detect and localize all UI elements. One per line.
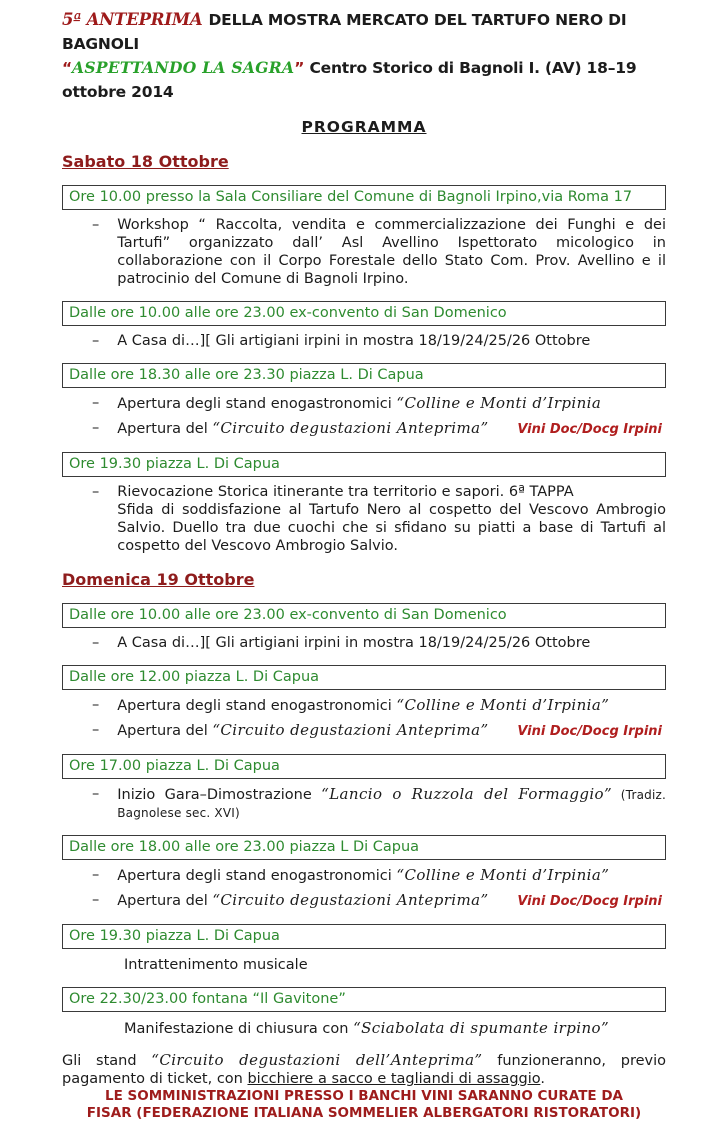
main-title [62,8,666,56]
event-item-text: Workshop “ Raccolta, vendita e commercializzazione dei Funghi e dei Tartufi” organizzato dall’ Asl Avellino Ispettorato micologico in collaborazione con il Corpo Forestale dello Stato Com. Prov. Avellino e il patrocinio del Comune di Bagnoli Irpino. [117,217,666,287]
closing-script: “Circuito degustazioni dell’Anteprima” [151,1051,483,1069]
main-title-text: DELLA MOSTRA MERCATO DEL TARTUFO NERO DI BAGNOLI [62,11,627,53]
item-script-text: “Colline e Monti d’Irpinia” [396,866,610,884]
item-script-text: “Colline e Monti d’Irpinia” [396,696,610,714]
item-left [117,419,488,438]
time-box: Ore 22.30/23.00 fontana “Il Gavitone” [62,987,666,1012]
subtitle-slogan: ASPETTANDO LA SAGRA [72,58,295,77]
event-item-gara [92,785,666,822]
event-item-acasa [92,634,666,652]
time-box: Ore 19.30 piazza L. Di Capua [62,452,666,477]
item-plain-text: Inizio Gara–Dimostrazione [117,787,322,803]
item-plain-text: Apertura degli stand enogastronomici [117,868,397,884]
event-item-text [117,891,666,911]
event-item-stand [92,866,666,885]
event-item-circuito [92,891,666,911]
item-script-text: “Circuito degustazioni Anteprima” [212,419,489,437]
item-script-text: “Sciabolata di spumante irpino” [353,1019,610,1037]
event-item-text: A Casa di…][ Gli artigiani irpini in mostra 18/19/24/25/26 Ottobre [117,333,591,349]
edition-label: 5ª ANTEPRIMA [62,10,203,29]
event-item-rievocazione [92,483,666,555]
time-box: Dalle ore 18.00 alle ore 23.00 piazza L Di Capua [62,835,666,860]
event-item-music: Intrattenimento musicale [124,957,308,973]
item-script-text: “Circuito degustazioni Anteprima” [212,891,489,909]
item-left [117,721,488,740]
event-item-text [117,721,666,741]
event-item-text [117,866,666,885]
subtitle [62,56,666,104]
item-plain-text: Apertura del [117,893,213,909]
item-script-text: “Colline e Monti d’Irpinia [396,394,602,412]
item-line1: Rievocazione Storica itinerante tra territorio e sapori. 6ª TAPPA [117,484,574,500]
bullet-dash: – [92,635,100,651]
closing-plain-1: Gli stand [62,1053,152,1069]
event-item-stand [92,696,666,715]
bullet-dash: – [92,217,100,233]
bullet-dash: – [92,892,100,908]
bullet-dash: – [92,333,100,349]
time-box: Ore 10.00 presso la Sala Consiliare del Comune di Bagnoli Irpino,via Roma 17 [62,185,666,210]
subtitle-text: Centro Storico di Bagnoli I. (AV) 18–19 ottobre 2014 [62,59,637,101]
wine-label: Vini Doc/Docg Irpini [517,422,662,437]
item-script-text: “Lancio o Ruzzola del Formaggio” [321,785,613,803]
fisar-note-line2: FISAR (FEDERAZIONE ITALIANA SOMMELIER ALBERGATORI RISTORATORI) [86,1105,642,1121]
bullet-dash: – [92,867,100,883]
item-left [117,891,488,910]
closing-plain-2: funzioneranno, previo pagamento di ticket, con [62,1053,667,1087]
day-heading-sabato: Sabato 18 Ottobre [62,152,229,171]
item-plain-text: Apertura degli stand enogastronomici [117,396,397,412]
closing-paragraph [62,1051,666,1088]
bullet-dash: – [92,420,100,436]
closing-underlined: bicchiere a sacco e tagliandi di assaggio [247,1071,541,1087]
event-item-circuito [92,721,666,741]
event-item-circuito [92,419,666,439]
item-plain-text: Manifestazione di chiusura con [124,1021,354,1037]
fisar-note [62,1088,666,1122]
event-item-text [117,785,666,822]
event-item-stand [92,394,666,413]
bullet-dash: – [92,484,100,500]
time-box: Dalle ore 10.00 alle ore 23.00 ex-convento di San Domenico [62,301,666,326]
closing-period: . [540,1071,545,1087]
time-box: Ore 17.00 piazza L. Di Capua [62,754,666,779]
fisar-note-line1: LE SOMMINISTRAZIONI PRESSO I BANCHI VINI SARANNO CURATE DA [105,1088,623,1104]
wine-label: Vini Doc/Docg Irpini [517,724,662,739]
wine-label: Vini Doc/Docg Irpini [517,894,662,909]
item-plain-text: Apertura del [117,723,213,739]
day-heading-domenica: Domenica 19 Ottobre [62,570,255,589]
time-box: Dalle ore 10.00 alle ore 23.00 ex-convento di San Domenico [62,603,666,628]
time-box: Ore 19.30 piazza L. Di Capua [62,924,666,949]
bullet-dash: – [92,697,100,713]
item-plain-text: Apertura del [117,421,213,437]
subtitle-open-quote: “ [62,59,72,77]
time-box: Dalle ore 12.00 piazza L. Di Capua [62,665,666,690]
subtitle-close-quote: ” [294,59,305,77]
event-item-closing-show [124,1019,666,1038]
program-heading: PROGRAMMA [301,118,427,136]
item-rest: Sfida di soddisfazione al Tartufo Nero al cospetto del Vescovo Ambrogio Salvio. Duello tra due cuochi che si sfidano su piatti a base di Tartufi al cospetto del Vescovo Ambrogio Salvio. [117,502,666,554]
bullet-dash: – [92,786,100,802]
event-item-text [117,483,666,555]
event-item-text [117,696,666,715]
item-plain-text: Apertura degli stand enogastronomici [117,698,397,714]
event-item-text [117,419,666,439]
bullet-dash: – [92,395,100,411]
event-item-workshop [92,216,666,288]
time-box: Dalle ore 18.30 alle ore 23.30 piazza L. Di Capua [62,363,666,388]
bullet-dash: – [92,722,100,738]
item-script-text: “Circuito degustazioni Anteprima” [212,721,489,739]
item-tradition-note: (Tradiz. Bagnolese sec. XVI) [117,788,666,820]
event-item-text [117,394,666,413]
event-item-acasa [92,332,666,350]
event-item-text: A Casa di…][ Gli artigiani irpini in mostra 18/19/24/25/26 Ottobre [117,635,591,651]
